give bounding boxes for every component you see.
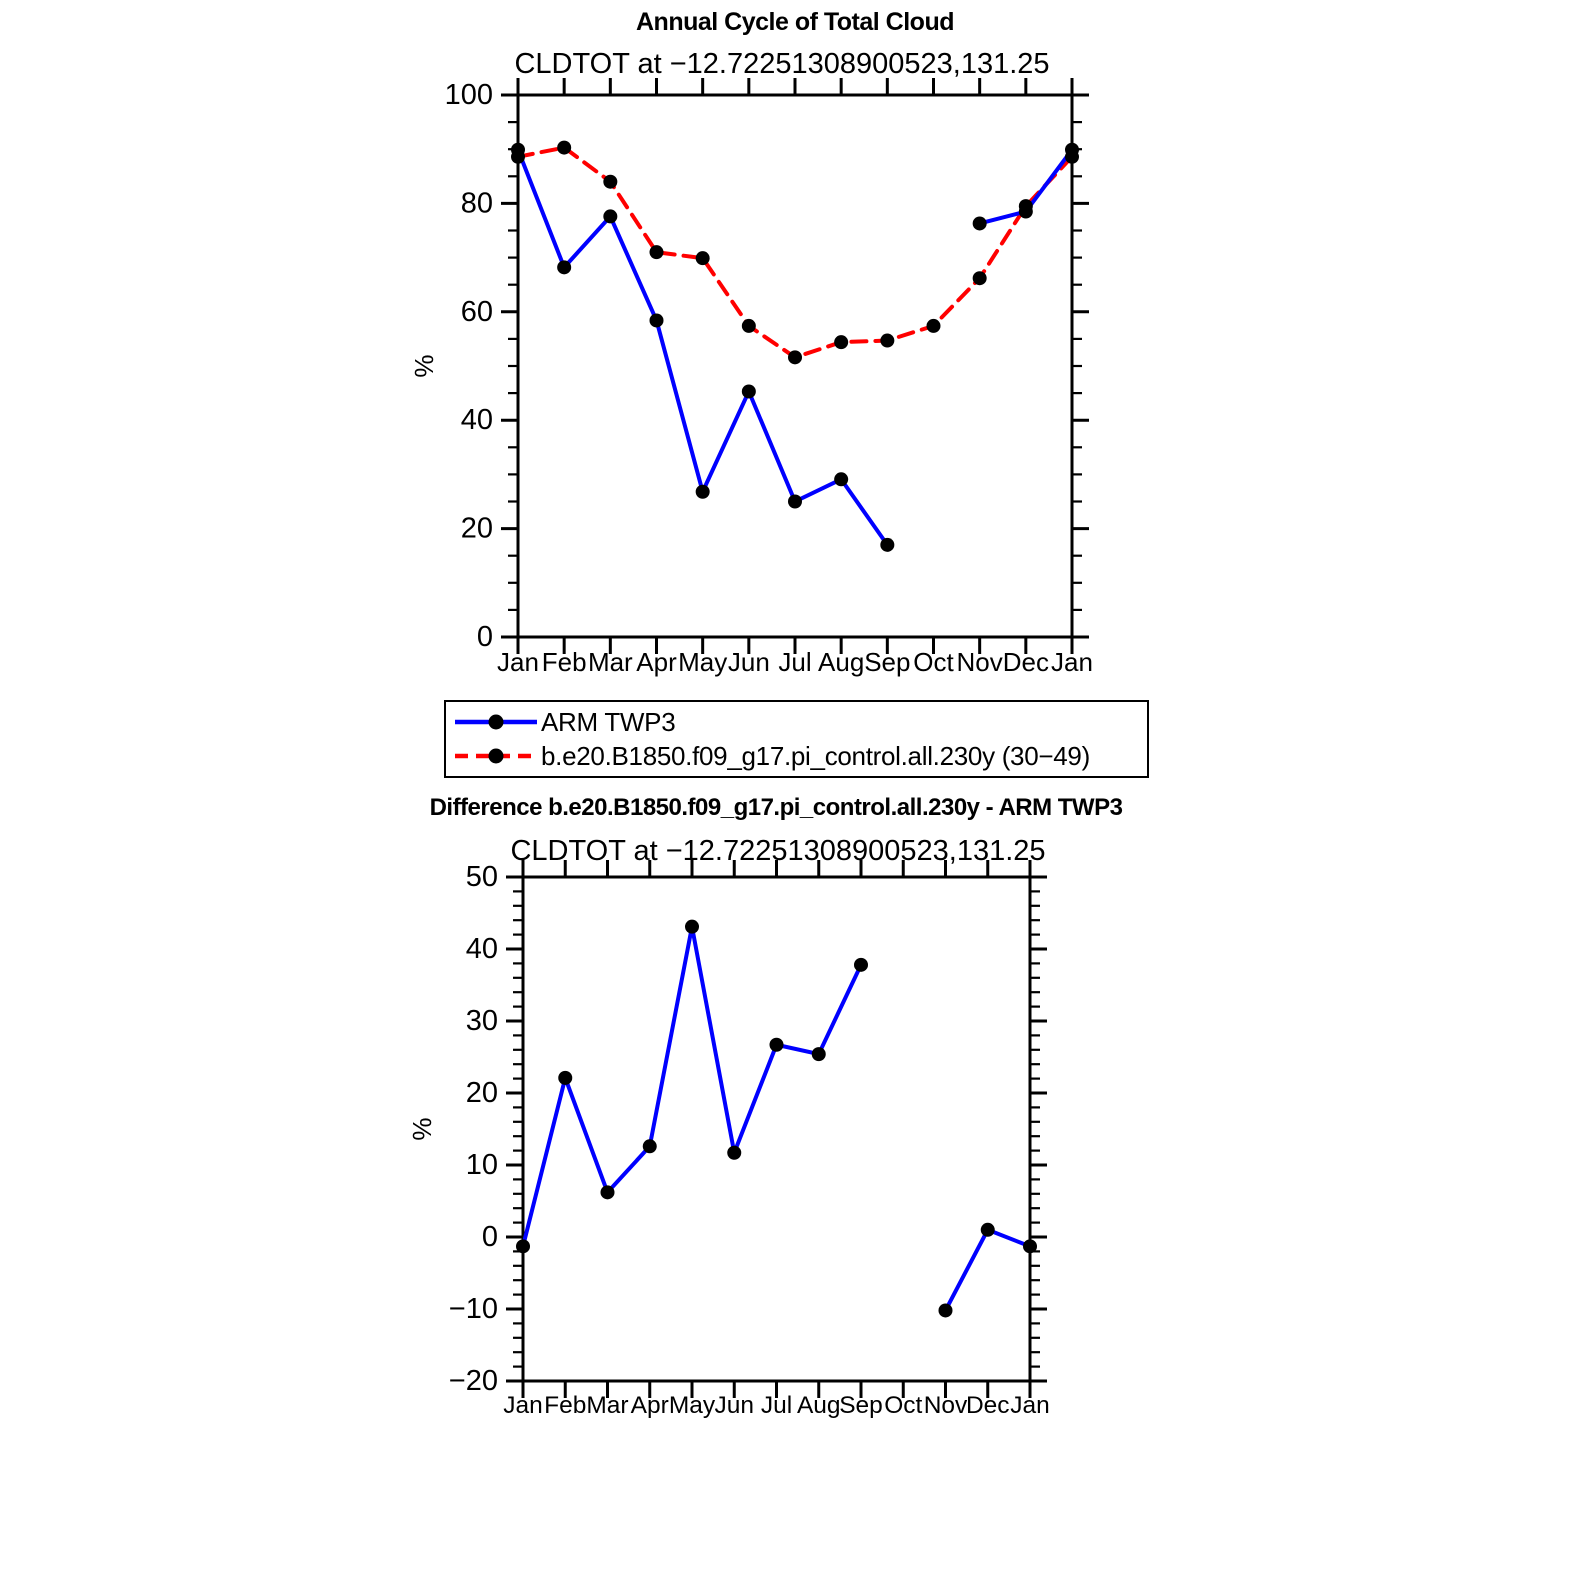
difference-chart-subtitle: CLDTOT at −12.72251308900523,131.25 [510,835,1046,867]
svg-text:Apr: Apr [630,1392,669,1419]
legend-entry-model [453,740,1147,771]
legend-label: b.e20.B1850.f09_g17.pi_control.all.230y (30−49) [541,740,1090,771]
legend-label: ARM TWP3 [541,707,676,738]
svg-text:0: 0 [481,1221,498,1253]
legend-line-sample-dashed [453,745,539,767]
legend-entry-arm-twp3 [453,707,1147,738]
svg-text:Apr: Apr [636,647,677,677]
svg-text:Feb: Feb [541,647,587,677]
svg-text:May: May [678,647,728,677]
svg-text:40: 40 [460,404,493,437]
svg-text:30: 30 [465,1005,498,1037]
top-chart-subtitle: CLDTOT at −12.72251308900523,131.25 [514,48,1050,80]
svg-text:60: 60 [460,295,493,328]
svg-text:Nov: Nov [923,1392,968,1419]
legend-line-sample-solid [453,711,539,733]
svg-text:−20: −20 [448,1365,498,1397]
svg-text:Mar: Mar [587,647,633,677]
svg-text:Jul: Jul [778,647,812,677]
svg-text:20: 20 [465,1077,498,1109]
svg-text:Jun: Jun [714,1392,755,1419]
svg-text:May: May [668,1392,716,1419]
svg-text:Oct: Oct [884,1392,923,1419]
svg-text:Aug: Aug [818,647,865,677]
svg-text:Jun: Jun [727,647,770,677]
svg-text:50: 50 [465,861,498,893]
chart-annual-cycle [409,78,1093,677]
svg-text:Sep: Sep [839,1392,883,1419]
svg-text:Oct: Oct [913,647,954,677]
svg-text:Jul: Jul [760,1392,793,1419]
chart-difference [407,860,1050,1419]
svg-text:Sep: Sep [864,647,911,677]
svg-text:Dec: Dec [1002,647,1049,677]
svg-text:Jan: Jan [1051,647,1093,677]
svg-text:10: 10 [465,1149,498,1181]
svg-text:Jan: Jan [497,647,539,677]
svg-text:Dec: Dec [965,1392,1010,1419]
difference-chart-title: Difference b.e20.B1850.f09_g17.pi_control.all.230y - ARM TWP3 [429,794,1123,821]
svg-text:20: 20 [460,512,493,545]
svg-text:0: 0 [476,621,493,653]
svg-text:100: 100 [444,79,493,111]
svg-text:40: 40 [465,933,498,965]
svg-text:Jan: Jan [503,1392,543,1419]
svg-text:%: % [409,354,439,378]
svg-text:%: % [407,1117,437,1141]
legend [444,700,1149,778]
svg-text:Jan: Jan [1010,1392,1050,1419]
svg-text:Nov: Nov [956,647,1003,677]
svg-text:Feb: Feb [544,1392,587,1419]
svg-text:80: 80 [460,187,493,220]
top-chart-title: Annual Cycle of Total Cloud [636,8,954,36]
svg-text:Mar: Mar [586,1392,629,1419]
svg-text:Aug: Aug [796,1392,841,1419]
svg-text:−10: −10 [448,1293,498,1325]
